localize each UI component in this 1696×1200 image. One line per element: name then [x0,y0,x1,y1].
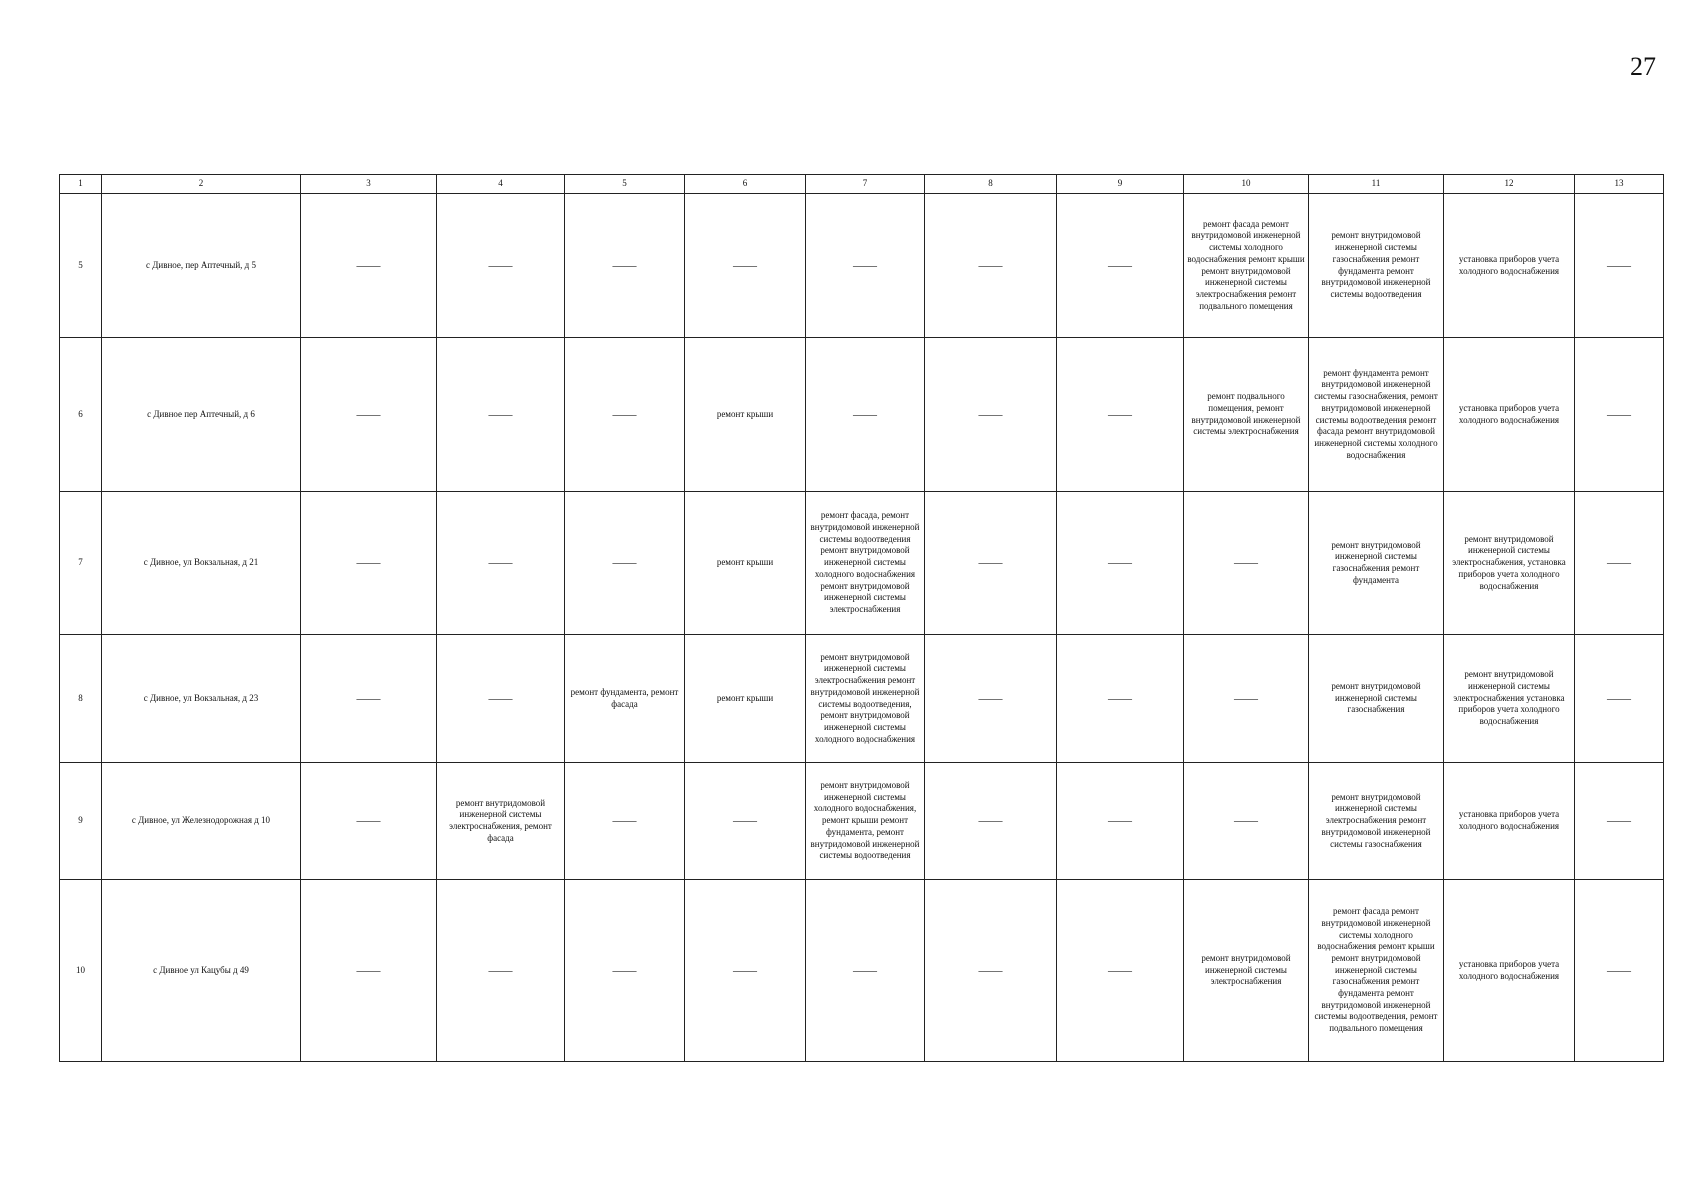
dash-mark: —— [1108,555,1132,570]
dash-mark: —— [978,962,1003,977]
dash-mark: —— [978,555,1003,570]
dash-mark: —— [612,962,637,977]
table-row [60,194,1664,338]
address-cell: с Дивное, ул Железнодорожная д 10 [102,763,301,880]
empty-cell [1184,763,1309,880]
work-cell: установка приборов учета холодного водоснабжения [1444,763,1575,880]
dash-mark: —— [853,406,877,421]
table-row [60,635,1664,763]
empty-cell [685,194,806,338]
column-header: 13 [1575,175,1664,194]
empty-cell [301,763,437,880]
dash-mark: —— [612,813,637,828]
empty-cell [1057,763,1184,880]
empty-cell [1575,194,1664,338]
row-number: 10 [60,880,102,1062]
empty-cell [437,880,565,1062]
dash-mark: —— [488,962,513,977]
dash-mark: —— [488,555,513,570]
work-cell: ремонт внутридомовой инженерной системы электроснабжения ремонт внутридомовой инженерной системы водоотведения, ремонт внутридомовой инженерной системы холодного водоснабжения [806,635,925,763]
dash-mark: —— [1607,406,1631,421]
column-header: 6 [685,175,806,194]
work-cell: ремонт подвального помещения, ремонт внутридомовой инженерной системы электроснабжения [1184,338,1309,492]
column-header: 7 [806,175,925,194]
empty-cell [925,492,1057,635]
empty-cell [1057,880,1184,1062]
work-cell: ремонт фундамента, ремонт фасада [565,635,685,763]
dash-mark: —— [356,406,381,421]
empty-cell [1057,194,1184,338]
address-cell: с Дивное ул Кацубы д 49 [102,880,301,1062]
column-header: 2 [102,175,301,194]
column-header: 12 [1444,175,1575,194]
column-header: 9 [1057,175,1184,194]
empty-cell [806,194,925,338]
empty-cell [301,492,437,635]
empty-cell [1575,492,1664,635]
dash-mark: —— [1234,813,1258,828]
dash-mark: —— [612,555,637,570]
dash-mark: —— [978,257,1003,272]
empty-cell [437,635,565,763]
dash-mark: —— [1607,555,1631,570]
work-cell: ремонт внутридомовой инженерной системы электроснабжения, установка приборов учета холодного водоснабжения [1444,492,1575,635]
empty-cell [565,492,685,635]
column-header: 1 [60,175,102,194]
empty-cell [1057,492,1184,635]
work-cell: ремонт внутридомовой инженерной системы электроснабжения установка приборов учета холодного водоснабжения [1444,635,1575,763]
dash-mark: —— [1607,813,1631,828]
empty-cell [925,194,1057,338]
work-cell: ремонт внутридомовой инженерной системы электроснабжения ремонт внутридомовой инженерной системы газоснабжения [1309,763,1444,880]
dash-mark: —— [1607,257,1631,272]
column-header: 8 [925,175,1057,194]
empty-cell [806,880,925,1062]
dash-mark: —— [978,406,1003,421]
empty-cell [565,763,685,880]
dash-mark: —— [356,690,381,705]
address-cell: с Дивное, пер Аптечный, д 5 [102,194,301,338]
dash-mark: —— [612,406,637,421]
repair-schedule-table [59,174,1664,1062]
dash-mark: —— [356,813,381,828]
page-number: 27 [1630,52,1656,81]
address-cell: с Дивное, ул Вокзальная, д 23 [102,635,301,763]
dash-mark: —— [733,813,757,828]
empty-cell [806,338,925,492]
work-cell: ремонт фасада ремонт внутридомовой инженерной системы холодного водоснабжения ремонт крыши ремонт внутридомовой инженерной системы электроснабжения ремонт подвального помещения [1184,194,1309,338]
table-row [60,492,1664,635]
row-number: 6 [60,338,102,492]
dash-mark: —— [356,257,381,272]
row-number: 7 [60,492,102,635]
dash-mark: —— [1108,406,1132,421]
empty-cell [925,763,1057,880]
dash-mark: —— [488,257,513,272]
row-number: 5 [60,194,102,338]
table-row [60,338,1664,492]
empty-cell [1575,635,1664,763]
work-cell: установка приборов учета холодного водоснабжения [1444,880,1575,1062]
empty-cell [1575,880,1664,1062]
work-cell: ремонт внутридомовой инженерной системы газоснабжения ремонт фундамента [1309,492,1444,635]
table-row [60,880,1664,1062]
address-cell: с Дивное пер Аптечный, д 6 [102,338,301,492]
empty-cell [925,635,1057,763]
dash-mark: —— [1108,257,1132,272]
work-cell: ремонт крыши [685,338,806,492]
row-number: 8 [60,635,102,763]
column-header: 11 [1309,175,1444,194]
dash-mark: —— [1607,962,1631,977]
dash-mark: —— [1108,690,1132,705]
work-cell: ремонт крыши [685,635,806,763]
column-header: 10 [1184,175,1309,194]
address-cell: с Дивное, ул Вокзальная, д 21 [102,492,301,635]
dash-mark: —— [612,257,637,272]
work-cell: ремонт внутридомовой инженерной системы газоснабжения [1309,635,1444,763]
empty-cell [925,338,1057,492]
dash-mark: —— [356,555,381,570]
empty-cell [685,880,806,1062]
work-cell: ремонт внутридомовой инженерной системы газоснабжения ремонт фундамента ремонт внутридомовой инженерной системы водоотведения [1309,194,1444,338]
work-cell: установка приборов учета холодного водоснабжения [1444,194,1575,338]
empty-cell [437,492,565,635]
empty-cell [437,338,565,492]
work-cell: ремонт внутридомовой инженерной системы холодного водоснабжения, ремонт крыши ремонт фундамента, ремонт внутридомовой инженерной системы водоотведения [806,763,925,880]
dash-mark: —— [1607,690,1631,705]
column-header: 3 [301,175,437,194]
dash-mark: —— [978,813,1003,828]
empty-cell [685,763,806,880]
empty-cell [1184,492,1309,635]
work-cell: установка приборов учета холодного водоснабжения [1444,338,1575,492]
dash-mark: —— [733,257,757,272]
work-cell: ремонт фундамента ремонт внутридомовой инженерной системы газоснабжения, ремонт внутридомовой инженерной системы водоотведения ремонт фасада ремонт внутридомовой инженерной системы холодного водоснабжения [1309,338,1444,492]
empty-cell [437,194,565,338]
empty-cell [1575,338,1664,492]
empty-cell [301,194,437,338]
work-cell: ремонт внутридомовой инженерной системы электроснабжения [1184,880,1309,1062]
dash-mark: —— [978,690,1003,705]
dash-mark: —— [1234,690,1258,705]
empty-cell [565,338,685,492]
empty-cell [565,194,685,338]
empty-cell [1575,763,1664,880]
empty-cell [301,338,437,492]
empty-cell [301,880,437,1062]
row-number: 9 [60,763,102,880]
table-row [60,763,1664,880]
dash-mark: —— [488,690,513,705]
dash-mark: —— [853,257,877,272]
column-header: 4 [437,175,565,194]
dash-mark: —— [853,962,877,977]
work-cell: ремонт фасада ремонт внутридомовой инженерной системы холодного водоснабжения ремонт крыши ремонт внутридомовой инженерной системы газоснабжения ремонт фундамента ремонт внутридомовой инженерной системы водоотведения, ремонт подвального помещения [1309,880,1444,1062]
dash-mark: —— [356,962,381,977]
dash-mark: —— [488,406,513,421]
empty-cell [565,880,685,1062]
column-header: 5 [565,175,685,194]
dash-mark: —— [733,962,757,977]
dash-mark: —— [1108,813,1132,828]
empty-cell [1057,635,1184,763]
dash-mark: —— [1108,962,1132,977]
empty-cell [925,880,1057,1062]
empty-cell [1184,635,1309,763]
empty-cell [301,635,437,763]
work-cell: ремонт внутридомовой инженерной системы электроснабжения, ремонт фасада [437,763,565,880]
empty-cell [1057,338,1184,492]
work-cell: ремонт крыши [685,492,806,635]
dash-mark: —— [1234,555,1258,570]
work-cell: ремонт фасада, ремонт внутридомовой инженерной системы водоотведения ремонт внутридомовой инженерной системы холодного водоснабжения ремонт внутридомовой инженерной системы электроснабжения [806,492,925,635]
header-row [60,175,1664,194]
